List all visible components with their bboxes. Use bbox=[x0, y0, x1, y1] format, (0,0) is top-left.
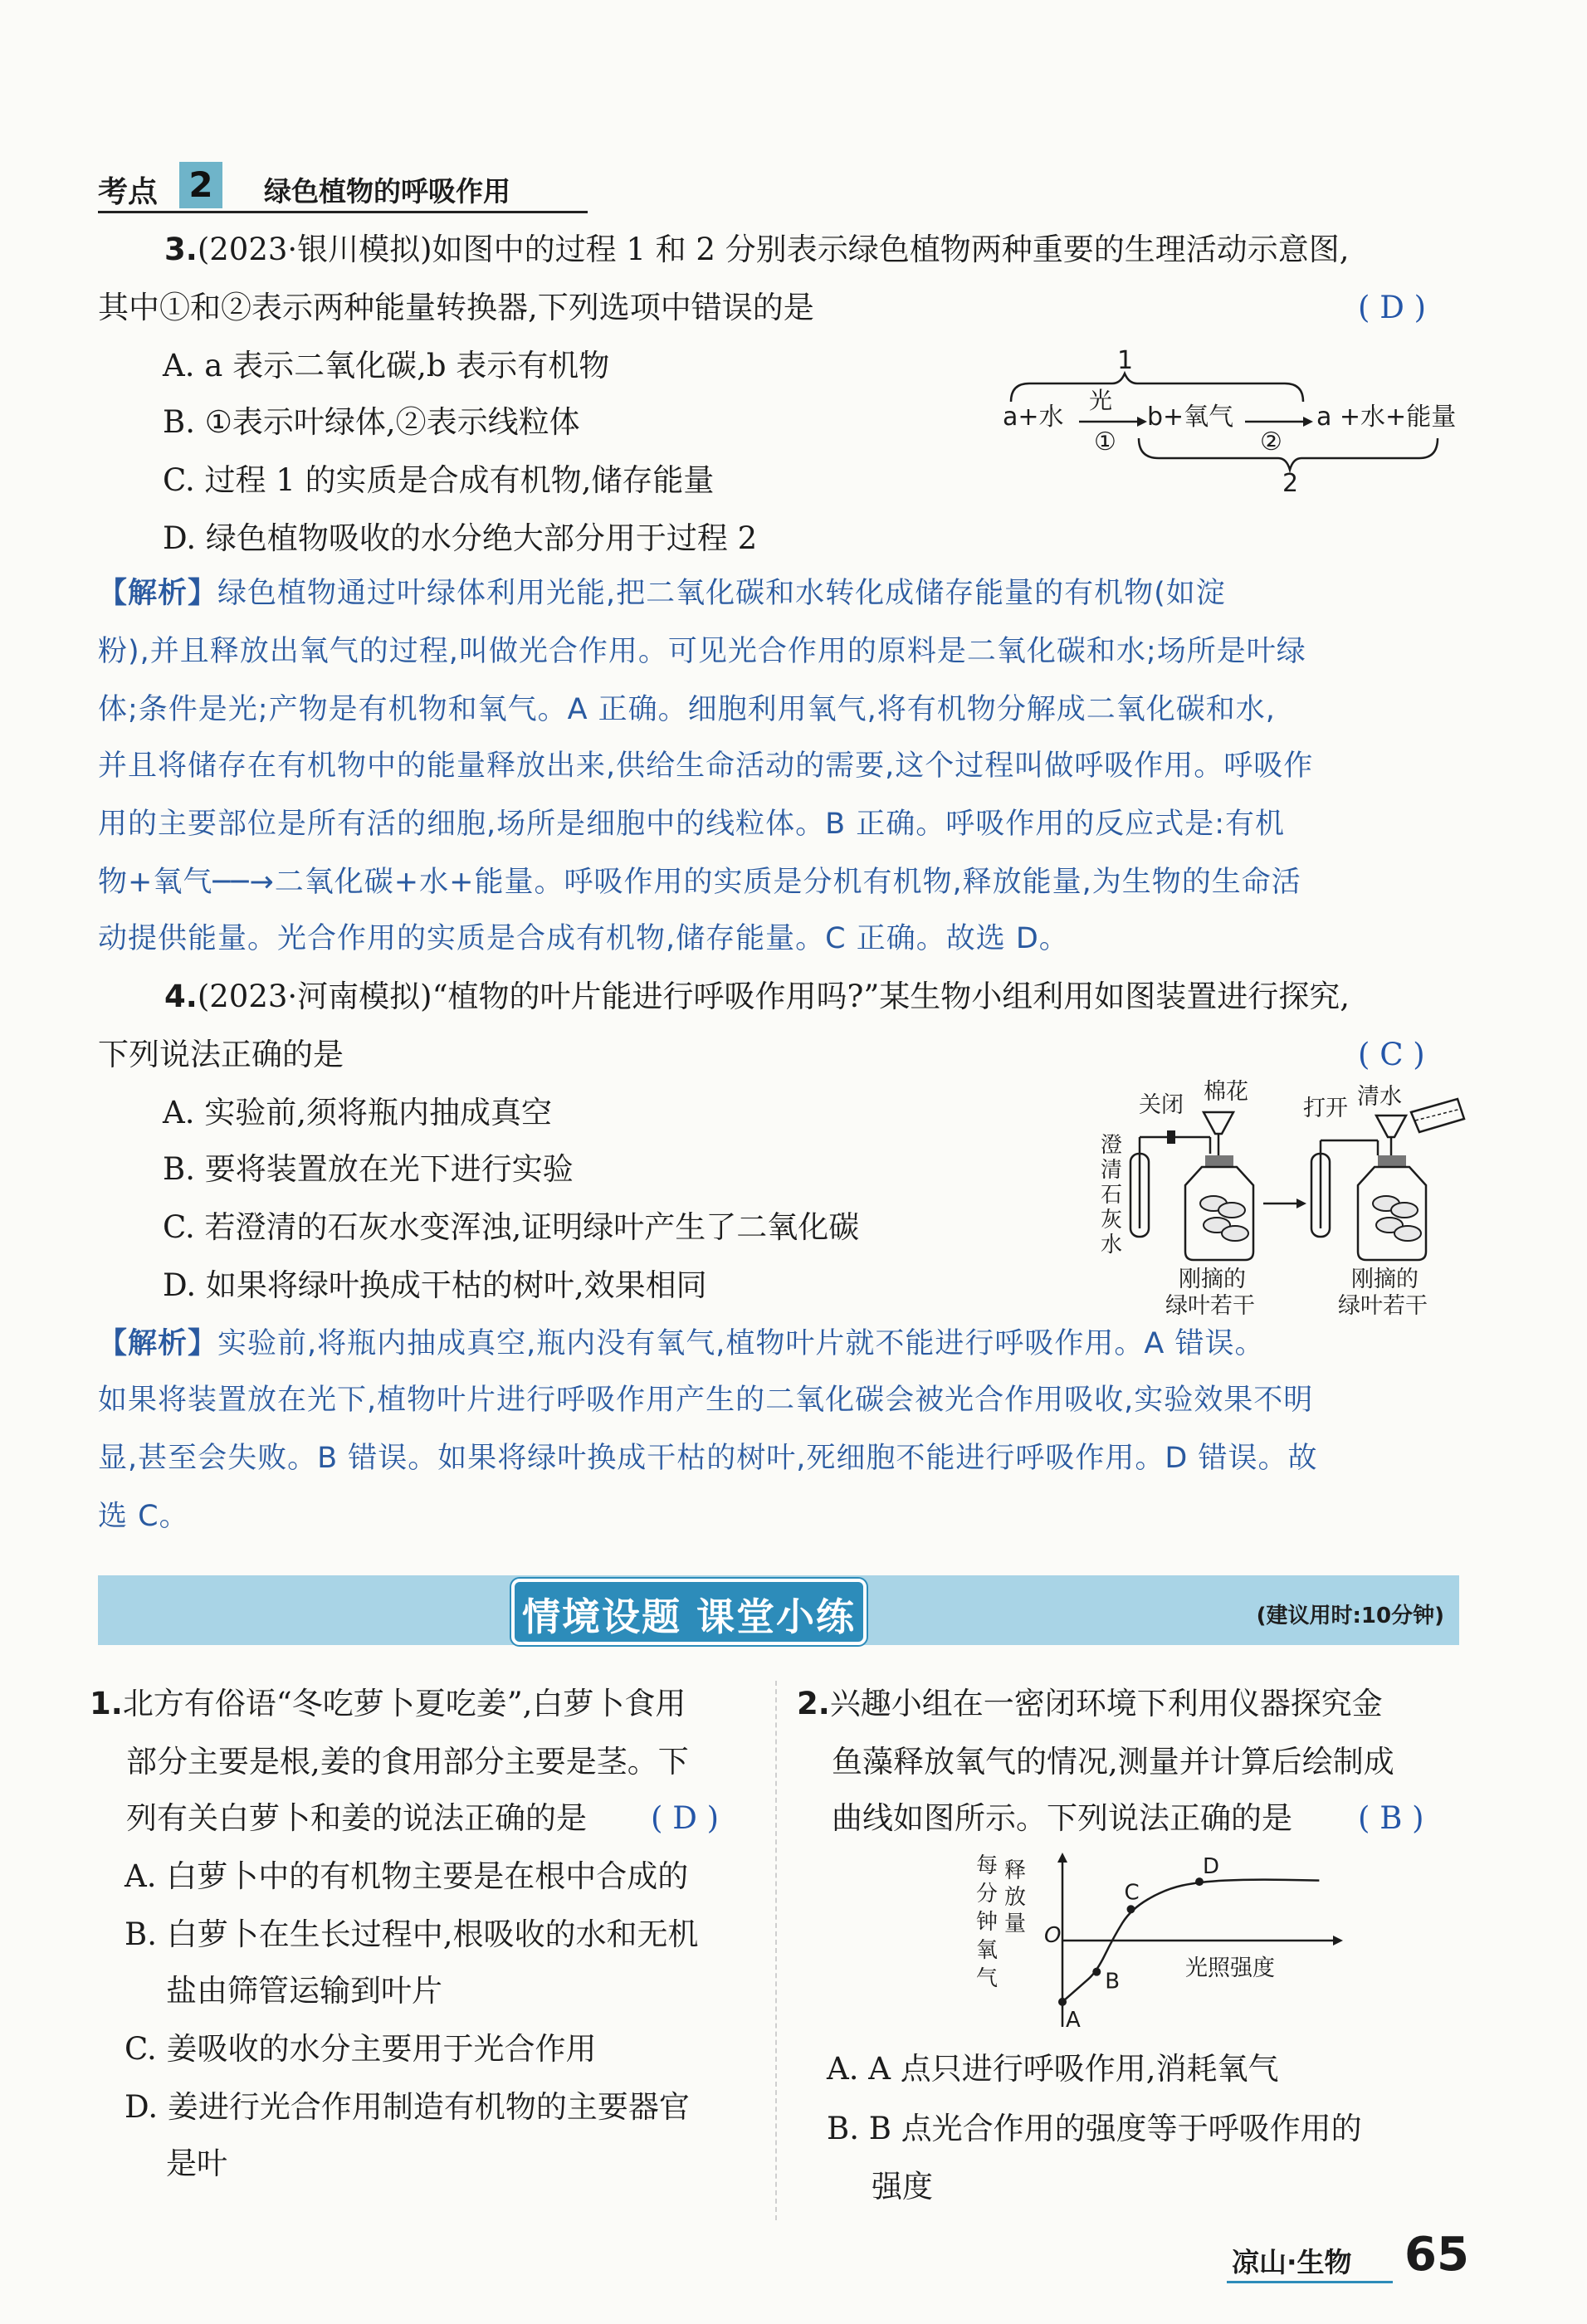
y-axis-label-char: 分 bbox=[976, 1882, 999, 1907]
q4-option-a: A. 实验前,须将瓶内抽成真空 bbox=[163, 1095, 553, 1130]
p2-line-1 bbox=[797, 1683, 1383, 1725]
chart-point-label-d: D bbox=[1203, 1854, 1220, 1880]
diagram-mid: b+氧气 bbox=[1147, 403, 1234, 432]
section-title: 情境设题 课堂小练 bbox=[521, 1594, 856, 1639]
caption-right-2: 绿叶若干 bbox=[1338, 1293, 1428, 1319]
q4-explanation-tag: 【解析】 bbox=[98, 1327, 218, 1360]
p2-stem-1: 兴趣小组在一密闭环境下利用仪器探究金 bbox=[829, 1686, 1383, 1721]
y-axis-label-char: 氧 bbox=[976, 1938, 999, 1963]
y-axis-label-char: 每 bbox=[976, 1853, 999, 1878]
p1-option-b-cont: 盐由筛管运输到叶片 bbox=[166, 1973, 442, 2009]
label-limewater-4: 灰 bbox=[1101, 1208, 1123, 1233]
q4-number: 4. bbox=[164, 979, 198, 1014]
q3-explanation-line-3: 体;条件是光;产物是有机物和氧气。A 正确。细胞利用氧气,将有机物分解成二氧化碳和水, bbox=[98, 693, 1276, 726]
diagram-left: a+水 bbox=[1003, 403, 1064, 432]
p1-option-d-cont: 是叶 bbox=[166, 2146, 227, 2181]
q3-option-c: C. 过程 1 的实质是合成有机物,储存能量 bbox=[163, 462, 715, 498]
chart-point-label-b: B bbox=[1105, 1969, 1121, 1994]
y-axis-label-char: 放 bbox=[1004, 1885, 1027, 1910]
label-limewater-1: 澄 bbox=[1101, 1133, 1123, 1158]
p2-option-b-cont: 强度 bbox=[872, 2169, 933, 2204]
x-axis-arrow bbox=[1333, 1936, 1343, 1946]
topic-number: 2 bbox=[179, 162, 222, 208]
section-banner bbox=[98, 1575, 1459, 1645]
label-closed: 关闭 bbox=[1139, 1092, 1184, 1118]
y-axis-label-char: 钟 bbox=[976, 1910, 999, 1935]
q3-option-b: B. ①表示叶绿体,②表示线粒体 bbox=[163, 404, 580, 440]
q3-answer: ( D ) bbox=[1358, 290, 1427, 325]
x-axis-label: 光照强度 bbox=[1185, 1955, 1275, 1981]
q4-option-b: B. 要将装置放在光下进行实验 bbox=[163, 1151, 574, 1187]
q3-explanation-text-1: 绿色植物通过叶绿体利用光能,把二氧化碳和水转化成储存能量的有机物(如淀 bbox=[217, 577, 1226, 610]
p1-option-b: B. 白萝卜在生长过程中,根吸收的水和无机 bbox=[125, 1916, 699, 1952]
footer-subject: 凉山·生物 bbox=[1232, 2246, 1352, 2278]
q3-stem-1: (2023·银川模拟)如图中的过程 1 和 2 分别表示绿色植物两种重要的生理活动示意图, bbox=[197, 232, 1350, 267]
origin-label: O bbox=[1044, 1923, 1062, 1948]
y-axis-label-char: 释 bbox=[1004, 1858, 1027, 1883]
p2-option-b: B. B 点光合作用的强度等于呼吸作用的 bbox=[827, 2111, 1362, 2146]
diagram-label-1: 1 bbox=[1117, 346, 1134, 375]
q4-stem-1: (2023·河南模拟)“植物的叶片能进行呼吸作用吗?”某生物小组利用如图装置进行探究, bbox=[197, 979, 1350, 1014]
suggested-time: (建议用时:10分钟) bbox=[1256, 1604, 1444, 1628]
q4-explanation-line-3: 显,甚至会失败。B 错误。如果将绿叶换成干枯的树叶,死细胞不能进行呼吸作用。D 错误。故 bbox=[98, 1442, 1318, 1475]
q4-answer: ( C ) bbox=[1358, 1037, 1425, 1072]
chart-point-label-a: A bbox=[1066, 2007, 1081, 2033]
y-axis-label-char: 量 bbox=[1004, 1911, 1027, 1936]
column-divider bbox=[775, 1681, 777, 2220]
p2-number: 2. bbox=[797, 1686, 830, 1721]
topic-underline bbox=[98, 211, 588, 213]
p2-option-a: A. A 点只进行呼吸作用,消耗氧气 bbox=[827, 2051, 1279, 2087]
q4-stem-2: 下列说法正确的是 bbox=[98, 1037, 344, 1072]
chart-point-a bbox=[1058, 1998, 1067, 2006]
diagram-circle-2: ② bbox=[1260, 427, 1282, 456]
q4-option-c: C. 若澄清的石灰水变浑浊,证明绿叶产生了二氧化碳 bbox=[163, 1209, 860, 1245]
caption-right-1: 刚摘的 bbox=[1351, 1267, 1419, 1292]
p1-option-d: D. 姜进行光合作用制造有机物的主要器官 bbox=[125, 2089, 690, 2125]
q3-explanation-tag: 【解析】 bbox=[98, 577, 218, 610]
label-open: 打开 bbox=[1303, 1096, 1348, 1121]
diagram-light: 光 bbox=[1089, 387, 1113, 414]
q3-process-diagram bbox=[996, 340, 1461, 506]
footer-underline bbox=[1227, 2281, 1393, 2283]
oxygen-release-chart bbox=[971, 1853, 1361, 2035]
p1-option-a: A. 白萝卜中的有机物主要是在根中合成的 bbox=[125, 1858, 689, 1894]
q3-explanation-line-6: 物+氧气──→二氧化碳+水+能量。呼吸作用的实质是分机有机物,释放能量,为生物的生命活 bbox=[98, 866, 1301, 899]
topic-label: 考点 bbox=[98, 175, 159, 209]
chart-point-b bbox=[1092, 1968, 1101, 1976]
p1-option-c: C. 姜吸收的水分主要用于光合作用 bbox=[125, 2031, 597, 2067]
diagram-right: a +水+能量 bbox=[1316, 403, 1457, 432]
q3-explanation-line-2: 粉),并且释放出氧气的过程,叫做光合作用。可见光合作用的原料是二氧化碳和水;场所是叶绿 bbox=[98, 635, 1306, 668]
p2-stem-2: 鱼藻释放氧气的情况,测量并计算后绘制成 bbox=[832, 1744, 1394, 1780]
label-limewater-5: 水 bbox=[1101, 1233, 1123, 1257]
chart-point-c bbox=[1127, 1905, 1135, 1913]
q4-explanation-line-2: 如果将装置放在光下,植物叶片进行呼吸作用产生的二氧化碳会被光合作用吸收,实验效果不明 bbox=[98, 1384, 1314, 1417]
label-cotton: 棉花 bbox=[1204, 1079, 1248, 1105]
diagram-label-2: 2 bbox=[1282, 469, 1299, 498]
q4-explanation-line-1 bbox=[98, 1323, 1264, 1365]
y-axis-arrow bbox=[1057, 1853, 1067, 1863]
q3-explanation-line-7: 动提供能量。光合作用的实质是合成有机物,储存能量。C 正确。故选 D。 bbox=[98, 922, 1069, 955]
diagram-circle-1: ① bbox=[1094, 427, 1116, 456]
p1-stem-1: 北方有俗语“冬吃萝卜夏吃姜”,白萝卜食用 bbox=[122, 1686, 686, 1721]
q3-explanation-line-5: 用的主要部位是所有活的细胞,场所是细胞中的线粒体。B 正确。呼吸作用的反应式是:有机 bbox=[98, 808, 1286, 841]
q3-option-d: D. 绿色植物吸收的水分绝大部分用于过程 2 bbox=[163, 520, 758, 556]
q3-explanation-line-4: 并且将储存在有机物中的能量释放出来,供给生命活动的需要,这个过程叫做呼吸作用。呼吸作 bbox=[98, 749, 1314, 783]
page-number: 65 bbox=[1404, 2228, 1469, 2282]
q3-stem-2: 其中①和②表示两种能量转换器,下列选项中错误的是 bbox=[98, 290, 814, 325]
p2-answer: ( B ) bbox=[1358, 1800, 1424, 1836]
q4-option-d: D. 如果将绿叶换成干枯的树叶,效果相同 bbox=[163, 1267, 707, 1303]
p1-stem-3: 列有关白萝卜和姜的说法正确的是 bbox=[126, 1800, 587, 1836]
label-water: 清水 bbox=[1357, 1084, 1402, 1110]
topic-header bbox=[98, 162, 588, 213]
q4-explanation-line-4: 选 C。 bbox=[98, 1500, 189, 1533]
p1-answer: ( D ) bbox=[651, 1800, 720, 1836]
p1-number: 1. bbox=[90, 1686, 123, 1721]
q3-explanation-line-1 bbox=[98, 573, 1226, 614]
q4-apparatus-diagram bbox=[1079, 1079, 1469, 1328]
p2-stem-3: 曲线如图所示。下列说法正确的是 bbox=[832, 1800, 1292, 1836]
p1-line-1 bbox=[90, 1683, 686, 1725]
q3-stem-line-1 bbox=[164, 229, 1350, 271]
q4-stem-line-1 bbox=[164, 976, 1350, 1018]
q3-number: 3. bbox=[164, 232, 198, 267]
section-banner-box bbox=[511, 1579, 867, 1645]
y-axis-label-char: 气 bbox=[976, 1966, 999, 1991]
caption-left-1: 刚摘的 bbox=[1179, 1267, 1246, 1292]
topic-title: 绿色植物的呼吸作用 bbox=[264, 175, 510, 208]
p1-stem-2: 部分主要是根,姜的食用部分主要是茎。下 bbox=[126, 1744, 689, 1780]
chart-point-label-c: C bbox=[1124, 1880, 1140, 1906]
label-limewater-3: 石 bbox=[1101, 1183, 1123, 1208]
q3-option-a: A. a 表示二氧化碳,b 表示有机物 bbox=[163, 348, 610, 383]
caption-left-2: 绿叶若干 bbox=[1165, 1293, 1255, 1319]
q4-explanation-text-1: 实验前,将瓶内抽成真空,瓶内没有氧气,植物叶片就不能进行呼吸作用。A 错误。 bbox=[217, 1327, 1265, 1360]
label-limewater-2: 清 bbox=[1101, 1158, 1123, 1183]
